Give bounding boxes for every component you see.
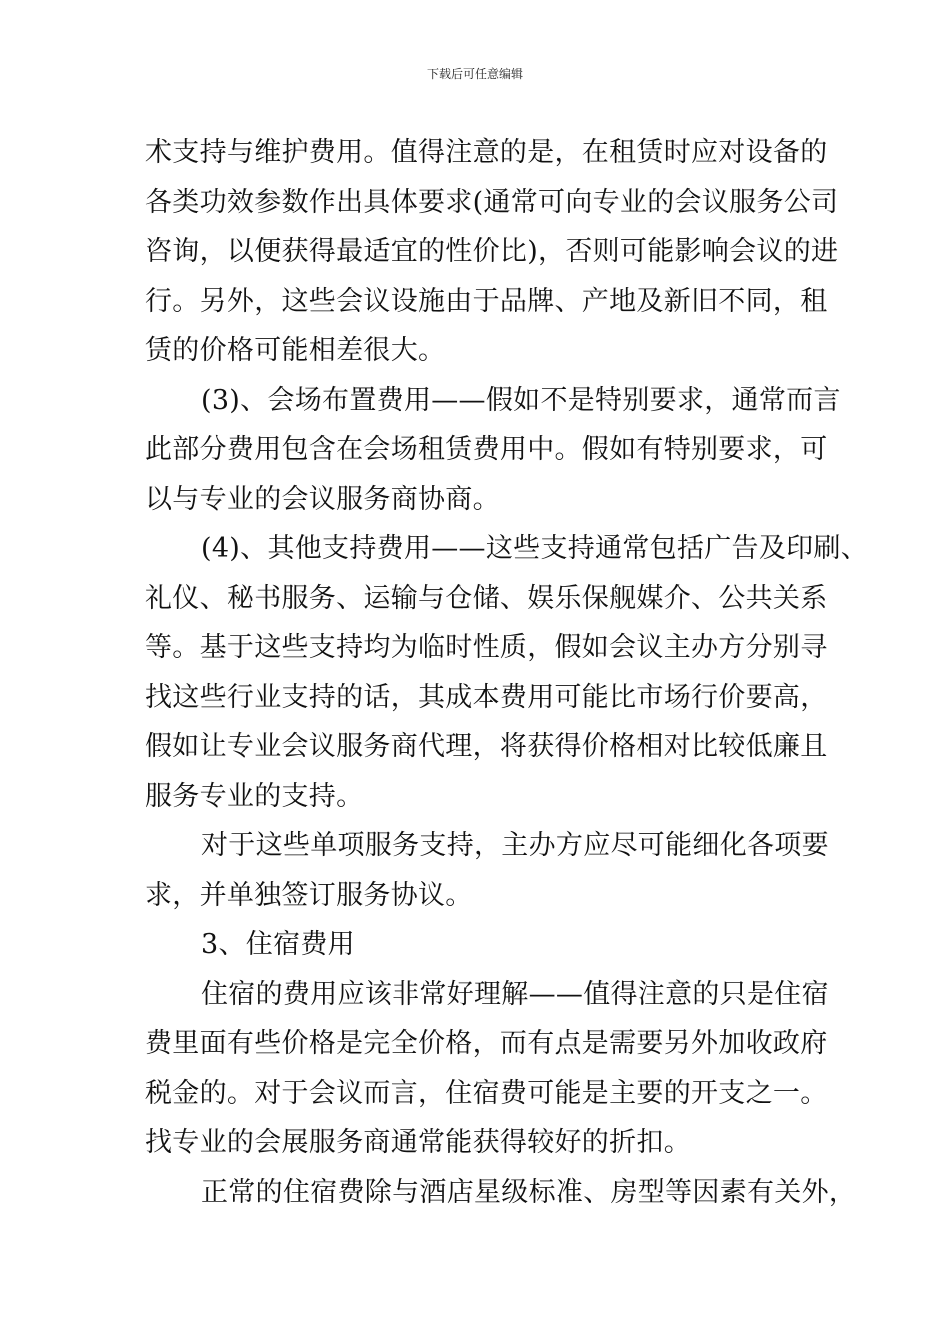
paragraph-start-line: 对于这些单项服务支持，主办方应尽可能细化各项要 — [201, 830, 829, 861]
text-line: 费里面有些价格是完全价格，而有点是需要另外加收政府 — [145, 1028, 828, 1059]
text-line: 求，并单独签订服务协议。 — [145, 879, 473, 911]
text-line: 此部分费用包含在会场租赁费用中。假如有特别要求，可 — [145, 434, 828, 465]
text-line: 赁的价格可能相差很大。 — [145, 335, 446, 366]
text-line: 等。基于这些支持均为临时性质，假如会议主办方分别寻 — [145, 632, 828, 663]
section-heading: 3、住宿费用 — [201, 929, 355, 960]
text-line: 各类功效参数作出具体要求(通常可向专业的会议服务公司 — [145, 186, 839, 218]
paragraph-start-line: 住宿的费用应该非常好理解——值得注意的只是住宿 — [201, 978, 829, 1010]
text-line: 咨询，以便获得最适宜的性价比)，否则可能影响会议的进 — [145, 236, 839, 267]
paragraph-start-line: (4)、其他支持费用——这些支持通常包括广告及印刷、 — [201, 533, 869, 564]
text-line: 以与专业的会议服务商协商。 — [145, 483, 500, 515]
text-line: 假如让专业会议服务商代理，将获得价格相对比较低廉且 — [145, 731, 828, 762]
page-header: 下载后可任意编辑 — [426, 67, 523, 81]
text-line: 税金的。对于会议而言，住宿费可能是主要的开支之一。 — [145, 1077, 828, 1109]
text-line: 找专业的会展服务商通常能获得较好的折扣。 — [145, 1127, 691, 1158]
document-body — [145, 128, 869, 1217]
text-line: 礼仪、秘书服务、运输与仓储、娱乐保舰媒介、公共关系 — [145, 582, 828, 614]
text-line: 术支持与维护费用。值得注意的是，在租赁时应对设备的 — [145, 137, 828, 168]
text-line: 服务专业的支持。 — [145, 780, 364, 812]
paragraph-start-line: 正常的住宿费除与酒店星级标准、房型等因素有关外， — [201, 1176, 857, 1208]
text-line: 行。另外，这些会议设施由于品牌、产地及新旧不同，租 — [145, 285, 828, 317]
paragraph-start-line: (3)、会场布置费用——假如不是特别要求，通常而言 — [201, 384, 841, 416]
text-line: 找这些行业支持的话，其成本费用可能比市场行价要高， — [145, 681, 828, 713]
